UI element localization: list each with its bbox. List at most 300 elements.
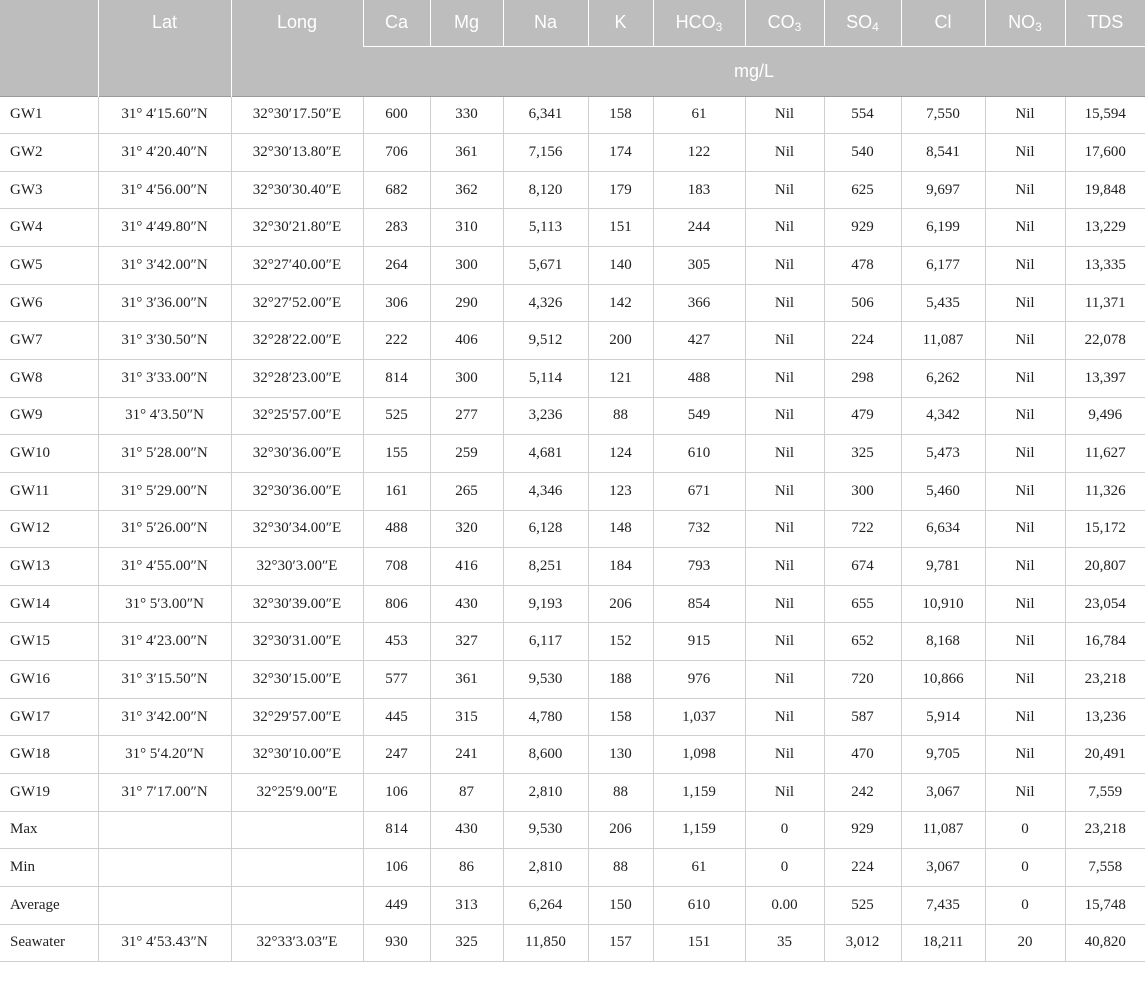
cell-k: 152 xyxy=(588,623,653,661)
cell-so4: 3,012 xyxy=(824,924,901,962)
cell-tds: 13,236 xyxy=(1065,698,1145,736)
cell-co3: Nil xyxy=(745,585,824,623)
cell-no3: Nil xyxy=(985,397,1065,435)
cell-hco3: 610 xyxy=(653,886,745,924)
cell-co3: Nil xyxy=(745,435,824,473)
cell-no3: 0 xyxy=(985,849,1065,887)
cell-cl: 4,342 xyxy=(901,397,985,435)
cell-hco3: 1,159 xyxy=(653,811,745,849)
table-row xyxy=(0,134,1145,172)
table-row xyxy=(0,924,1145,962)
table-row xyxy=(0,849,1145,887)
cell-long xyxy=(231,811,363,849)
cell-so4: 655 xyxy=(824,585,901,623)
cell-co3: Nil xyxy=(745,284,824,322)
table-row xyxy=(0,359,1145,397)
cell-cl: 7,550 xyxy=(901,96,985,134)
cell-lat: 31° 4′56.00″N xyxy=(98,171,231,209)
cell-hco3: 61 xyxy=(653,96,745,134)
cell-sample-id: GW11 xyxy=(0,472,98,510)
header-ca: Ca xyxy=(363,0,430,46)
cell-k: 88 xyxy=(588,774,653,812)
table-row xyxy=(0,736,1145,774)
cell-k: 88 xyxy=(588,849,653,887)
cell-so4: 506 xyxy=(824,284,901,322)
cell-cl: 11,087 xyxy=(901,322,985,360)
cell-cl: 6,634 xyxy=(901,510,985,548)
cell-no3: Nil xyxy=(985,359,1065,397)
cell-ca: 600 xyxy=(363,96,430,134)
cell-tds: 20,807 xyxy=(1065,548,1145,586)
header-so4-sub: 4 xyxy=(872,20,879,34)
cell-mg: 313 xyxy=(430,886,503,924)
cell-tds: 11,627 xyxy=(1065,435,1145,473)
cell-k: 206 xyxy=(588,585,653,623)
cell-k: 158 xyxy=(588,96,653,134)
header-co3 xyxy=(745,0,824,46)
cell-lat: 31° 4′55.00″N xyxy=(98,548,231,586)
cell-tds: 23,218 xyxy=(1065,661,1145,699)
cell-lat: 31° 5′26.00″N xyxy=(98,510,231,548)
cell-na: 8,600 xyxy=(503,736,588,774)
cell-mg: 406 xyxy=(430,322,503,360)
cell-tds: 9,496 xyxy=(1065,397,1145,435)
cell-hco3: 976 xyxy=(653,661,745,699)
cell-co3: 0.00 xyxy=(745,886,824,924)
cell-no3: Nil xyxy=(985,698,1065,736)
cell-so4: 300 xyxy=(824,472,901,510)
cell-na: 9,530 xyxy=(503,661,588,699)
cell-tds: 11,326 xyxy=(1065,472,1145,510)
cell-long: 32°30′21.80″E xyxy=(231,209,363,247)
cell-long: 32°30′39.00″E xyxy=(231,585,363,623)
table-row xyxy=(0,322,1145,360)
cell-k: 158 xyxy=(588,698,653,736)
cell-sample-id: GW3 xyxy=(0,171,98,209)
cell-cl: 11,087 xyxy=(901,811,985,849)
table-row xyxy=(0,247,1145,285)
cell-na: 2,810 xyxy=(503,774,588,812)
cell-k: 130 xyxy=(588,736,653,774)
cell-hco3: 151 xyxy=(653,924,745,962)
cell-na: 9,530 xyxy=(503,811,588,849)
header-no3-base: NO xyxy=(1008,12,1036,32)
cell-long: 32°30′30.40″E xyxy=(231,171,363,209)
cell-co3: Nil xyxy=(745,510,824,548)
cell-sample-id: GW7 xyxy=(0,322,98,360)
cell-long: 32°30′36.00″E xyxy=(231,472,363,510)
cell-tds: 16,784 xyxy=(1065,623,1145,661)
cell-mg: 290 xyxy=(430,284,503,322)
cell-long: 32°25′9.00″E xyxy=(231,774,363,812)
cell-k: 121 xyxy=(588,359,653,397)
cell-no3: Nil xyxy=(985,209,1065,247)
cell-tds: 13,397 xyxy=(1065,359,1145,397)
cell-hco3: 793 xyxy=(653,548,745,586)
cell-co3: Nil xyxy=(745,774,824,812)
cell-sample-id: Seawater xyxy=(0,924,98,962)
table-row xyxy=(0,698,1145,736)
cell-cl: 9,781 xyxy=(901,548,985,586)
cell-so4: 674 xyxy=(824,548,901,586)
cell-na: 3,236 xyxy=(503,397,588,435)
header-long: Long xyxy=(231,0,363,96)
cell-na: 11,850 xyxy=(503,924,588,962)
cell-na: 4,326 xyxy=(503,284,588,322)
table-row xyxy=(0,472,1145,510)
cell-sample-id: GW18 xyxy=(0,736,98,774)
cell-sample-id: GW14 xyxy=(0,585,98,623)
cell-hco3: 183 xyxy=(653,171,745,209)
cell-na: 4,681 xyxy=(503,435,588,473)
cell-so4: 540 xyxy=(824,134,901,172)
cell-sample-id: GW12 xyxy=(0,510,98,548)
cell-ca: 306 xyxy=(363,284,430,322)
cell-na: 5,113 xyxy=(503,209,588,247)
cell-na: 8,120 xyxy=(503,171,588,209)
cell-long: 32°33′3.03″E xyxy=(231,924,363,962)
cell-mg: 361 xyxy=(430,661,503,699)
header-no3 xyxy=(985,0,1065,46)
cell-k: 157 xyxy=(588,924,653,962)
table-row xyxy=(0,284,1145,322)
header-hco3 xyxy=(653,0,745,46)
cell-k: 188 xyxy=(588,661,653,699)
cell-no3: 0 xyxy=(985,886,1065,924)
cell-so4: 587 xyxy=(824,698,901,736)
cell-hco3: 1,159 xyxy=(653,774,745,812)
cell-co3: Nil xyxy=(745,96,824,134)
cell-sample-id: GW1 xyxy=(0,96,98,134)
cell-ca: 814 xyxy=(363,359,430,397)
cell-ca: 222 xyxy=(363,322,430,360)
cell-lat: 31° 5′4.20″N xyxy=(98,736,231,774)
cell-long: 32°29′57.00″E xyxy=(231,698,363,736)
cell-lat: 31° 3′30.50″N xyxy=(98,322,231,360)
cell-hco3: 915 xyxy=(653,623,745,661)
cell-hco3: 488 xyxy=(653,359,745,397)
header-mg: Mg xyxy=(430,0,503,46)
cell-ca: 283 xyxy=(363,209,430,247)
cell-ca: 706 xyxy=(363,134,430,172)
cell-na: 6,128 xyxy=(503,510,588,548)
cell-k: 150 xyxy=(588,886,653,924)
cell-cl: 6,177 xyxy=(901,247,985,285)
cell-k: 151 xyxy=(588,209,653,247)
cell-hco3: 732 xyxy=(653,510,745,548)
cell-so4: 470 xyxy=(824,736,901,774)
cell-k: 140 xyxy=(588,247,653,285)
cell-co3: 35 xyxy=(745,924,824,962)
cell-long: 32°27′52.00″E xyxy=(231,284,363,322)
table-row xyxy=(0,209,1145,247)
cell-no3: Nil xyxy=(985,247,1065,285)
cell-co3: Nil xyxy=(745,171,824,209)
cell-cl: 9,697 xyxy=(901,171,985,209)
cell-sample-id: GW19 xyxy=(0,774,98,812)
cell-mg: 265 xyxy=(430,472,503,510)
cell-cl: 8,541 xyxy=(901,134,985,172)
cell-sample-id: Average xyxy=(0,886,98,924)
cell-cl: 6,262 xyxy=(901,359,985,397)
cell-ca: 106 xyxy=(363,849,430,887)
cell-sample-id: GW13 xyxy=(0,548,98,586)
table-row xyxy=(0,886,1145,924)
header-so4-base: SO xyxy=(846,12,873,32)
cell-lat xyxy=(98,849,231,887)
cell-long: 32°28′23.00″E xyxy=(231,359,363,397)
cell-sample-id: GW15 xyxy=(0,623,98,661)
cell-na: 7,156 xyxy=(503,134,588,172)
cell-long: 32°27′40.00″E xyxy=(231,247,363,285)
cell-mg: 87 xyxy=(430,774,503,812)
cell-na: 4,780 xyxy=(503,698,588,736)
cell-k: 174 xyxy=(588,134,653,172)
cell-no3: Nil xyxy=(985,774,1065,812)
table-header xyxy=(0,0,1145,96)
header-na: Na xyxy=(503,0,588,46)
cell-tds: 17,600 xyxy=(1065,134,1145,172)
cell-na: 5,671 xyxy=(503,247,588,285)
cell-no3: Nil xyxy=(985,548,1065,586)
cell-na: 5,114 xyxy=(503,359,588,397)
table-row xyxy=(0,774,1145,812)
cell-k: 88 xyxy=(588,397,653,435)
cell-no3: Nil xyxy=(985,472,1065,510)
cell-co3: Nil xyxy=(745,472,824,510)
cell-sample-id: GW16 xyxy=(0,661,98,699)
cell-na: 9,512 xyxy=(503,322,588,360)
cell-so4: 224 xyxy=(824,322,901,360)
cell-cl: 5,435 xyxy=(901,284,985,322)
cell-ca: 488 xyxy=(363,510,430,548)
cell-sample-id: GW6 xyxy=(0,284,98,322)
cell-mg: 325 xyxy=(430,924,503,962)
cell-ca: 708 xyxy=(363,548,430,586)
cell-hco3: 1,037 xyxy=(653,698,745,736)
cell-hco3: 122 xyxy=(653,134,745,172)
cell-lat: 31° 4′15.60″N xyxy=(98,96,231,134)
cell-co3: Nil xyxy=(745,134,824,172)
header-so4 xyxy=(824,0,901,46)
cell-sample-id: Min xyxy=(0,849,98,887)
cell-mg: 361 xyxy=(430,134,503,172)
cell-sample-id: GW10 xyxy=(0,435,98,473)
cell-tds: 23,054 xyxy=(1065,585,1145,623)
cell-ca: 930 xyxy=(363,924,430,962)
cell-co3: Nil xyxy=(745,736,824,774)
cell-long: 32°25′57.00″E xyxy=(231,397,363,435)
header-lat: Lat xyxy=(98,0,231,96)
cell-co3: Nil xyxy=(745,548,824,586)
cell-so4: 525 xyxy=(824,886,901,924)
cell-ca: 525 xyxy=(363,397,430,435)
cell-tds: 15,172 xyxy=(1065,510,1145,548)
cell-k: 142 xyxy=(588,284,653,322)
cell-lat: 31° 4′49.80″N xyxy=(98,209,231,247)
cell-ca: 453 xyxy=(363,623,430,661)
cell-lat: 31° 5′28.00″N xyxy=(98,435,231,473)
table-row xyxy=(0,96,1145,134)
cell-hco3: 549 xyxy=(653,397,745,435)
cell-sample-id: GW9 xyxy=(0,397,98,435)
header-unit: mg/L xyxy=(363,46,1145,96)
cell-tds: 40,820 xyxy=(1065,924,1145,962)
cell-long: 32°30′31.00″E xyxy=(231,623,363,661)
cell-tds: 15,594 xyxy=(1065,96,1145,134)
cell-so4: 722 xyxy=(824,510,901,548)
cell-long: 32°30′13.80″E xyxy=(231,134,363,172)
table-row xyxy=(0,171,1145,209)
table-body xyxy=(0,96,1145,962)
cell-lat: 31° 5′29.00″N xyxy=(98,472,231,510)
cell-hco3: 610 xyxy=(653,435,745,473)
cell-long: 32°30′17.50″E xyxy=(231,96,363,134)
cell-mg: 430 xyxy=(430,585,503,623)
cell-na: 2,810 xyxy=(503,849,588,887)
cell-so4: 325 xyxy=(824,435,901,473)
cell-k: 148 xyxy=(588,510,653,548)
cell-mg: 430 xyxy=(430,811,503,849)
cell-mg: 320 xyxy=(430,510,503,548)
cell-lat: 31° 4′53.43″N xyxy=(98,924,231,962)
cell-lat: 31° 3′36.00″N xyxy=(98,284,231,322)
cell-long: 32°28′22.00″E xyxy=(231,322,363,360)
header-co3-base: CO xyxy=(767,12,795,32)
cell-lat xyxy=(98,811,231,849)
cell-cl: 5,473 xyxy=(901,435,985,473)
cell-na: 6,341 xyxy=(503,96,588,134)
cell-na: 9,193 xyxy=(503,585,588,623)
cell-k: 200 xyxy=(588,322,653,360)
cell-mg: 241 xyxy=(430,736,503,774)
header-sample-id xyxy=(0,0,98,96)
cell-no3: 0 xyxy=(985,811,1065,849)
cell-cl: 5,914 xyxy=(901,698,985,736)
cell-co3: Nil xyxy=(745,623,824,661)
cell-mg: 330 xyxy=(430,96,503,134)
cell-sample-id: GW4 xyxy=(0,209,98,247)
cell-no3: Nil xyxy=(985,171,1065,209)
cell-tds: 7,559 xyxy=(1065,774,1145,812)
cell-lat: 31° 3′42.00″N xyxy=(98,698,231,736)
cell-long: 32°30′3.00″E xyxy=(231,548,363,586)
table-row xyxy=(0,661,1145,699)
cell-so4: 298 xyxy=(824,359,901,397)
cell-no3: Nil xyxy=(985,96,1065,134)
header-hco3-base: HCO xyxy=(675,12,716,32)
cell-tds: 11,371 xyxy=(1065,284,1145,322)
header-tds: TDS xyxy=(1065,0,1145,46)
cell-no3: Nil xyxy=(985,510,1065,548)
cell-sample-id: Max xyxy=(0,811,98,849)
cell-ca: 445 xyxy=(363,698,430,736)
cell-no3: 20 xyxy=(985,924,1065,962)
header-cl: Cl xyxy=(901,0,985,46)
cell-long: 32°30′34.00″E xyxy=(231,510,363,548)
cell-ca: 247 xyxy=(363,736,430,774)
cell-tds: 20,491 xyxy=(1065,736,1145,774)
cell-cl: 10,910 xyxy=(901,585,985,623)
cell-mg: 300 xyxy=(430,359,503,397)
cell-mg: 327 xyxy=(430,623,503,661)
cell-co3: 0 xyxy=(745,849,824,887)
cell-hco3: 854 xyxy=(653,585,745,623)
table-row xyxy=(0,510,1145,548)
cell-cl: 9,705 xyxy=(901,736,985,774)
cell-co3: Nil xyxy=(745,661,824,699)
cell-ca: 161 xyxy=(363,472,430,510)
cell-cl: 3,067 xyxy=(901,774,985,812)
cell-long xyxy=(231,849,363,887)
cell-tds: 15,748 xyxy=(1065,886,1145,924)
cell-so4: 479 xyxy=(824,397,901,435)
cell-lat xyxy=(98,886,231,924)
cell-co3: Nil xyxy=(745,322,824,360)
cell-sample-id: GW5 xyxy=(0,247,98,285)
cell-no3: Nil xyxy=(985,736,1065,774)
cell-cl: 5,460 xyxy=(901,472,985,510)
cell-no3: Nil xyxy=(985,134,1065,172)
cell-k: 123 xyxy=(588,472,653,510)
cell-cl: 8,168 xyxy=(901,623,985,661)
cell-so4: 242 xyxy=(824,774,901,812)
cell-lat: 31° 5′3.00″N xyxy=(98,585,231,623)
cell-hco3: 1,098 xyxy=(653,736,745,774)
cell-na: 6,117 xyxy=(503,623,588,661)
header-co3-sub: 3 xyxy=(794,20,802,34)
header-no3-sub: 3 xyxy=(1035,20,1042,34)
cell-long: 32°30′10.00″E xyxy=(231,736,363,774)
cell-cl: 18,211 xyxy=(901,924,985,962)
cell-ca: 155 xyxy=(363,435,430,473)
cell-mg: 315 xyxy=(430,698,503,736)
cell-sample-id: GW17 xyxy=(0,698,98,736)
cell-ca: 449 xyxy=(363,886,430,924)
cell-mg: 416 xyxy=(430,548,503,586)
cell-ca: 806 xyxy=(363,585,430,623)
cell-long xyxy=(231,886,363,924)
cell-long: 32°30′15.00″E xyxy=(231,661,363,699)
cell-lat: 31° 3′33.00″N xyxy=(98,359,231,397)
cell-so4: 929 xyxy=(824,209,901,247)
cell-no3: Nil xyxy=(985,661,1065,699)
cell-mg: 310 xyxy=(430,209,503,247)
cell-ca: 264 xyxy=(363,247,430,285)
cell-tds: 7,558 xyxy=(1065,849,1145,887)
cell-co3: 0 xyxy=(745,811,824,849)
cell-no3: Nil xyxy=(985,322,1065,360)
cell-na: 6,264 xyxy=(503,886,588,924)
cell-mg: 300 xyxy=(430,247,503,285)
cell-so4: 554 xyxy=(824,96,901,134)
cell-tds: 23,218 xyxy=(1065,811,1145,849)
cell-hco3: 244 xyxy=(653,209,745,247)
cell-sample-id: GW2 xyxy=(0,134,98,172)
cell-tds: 13,335 xyxy=(1065,247,1145,285)
cell-lat: 31° 7′17.00″N xyxy=(98,774,231,812)
cell-hco3: 427 xyxy=(653,322,745,360)
cell-no3: Nil xyxy=(985,623,1065,661)
cell-ca: 106 xyxy=(363,774,430,812)
cell-tds: 22,078 xyxy=(1065,322,1145,360)
cell-so4: 652 xyxy=(824,623,901,661)
cell-hco3: 671 xyxy=(653,472,745,510)
cell-ca: 814 xyxy=(363,811,430,849)
header-hco3-sub: 3 xyxy=(715,20,723,34)
cell-long: 32°30′36.00″E xyxy=(231,435,363,473)
cell-no3: Nil xyxy=(985,585,1065,623)
